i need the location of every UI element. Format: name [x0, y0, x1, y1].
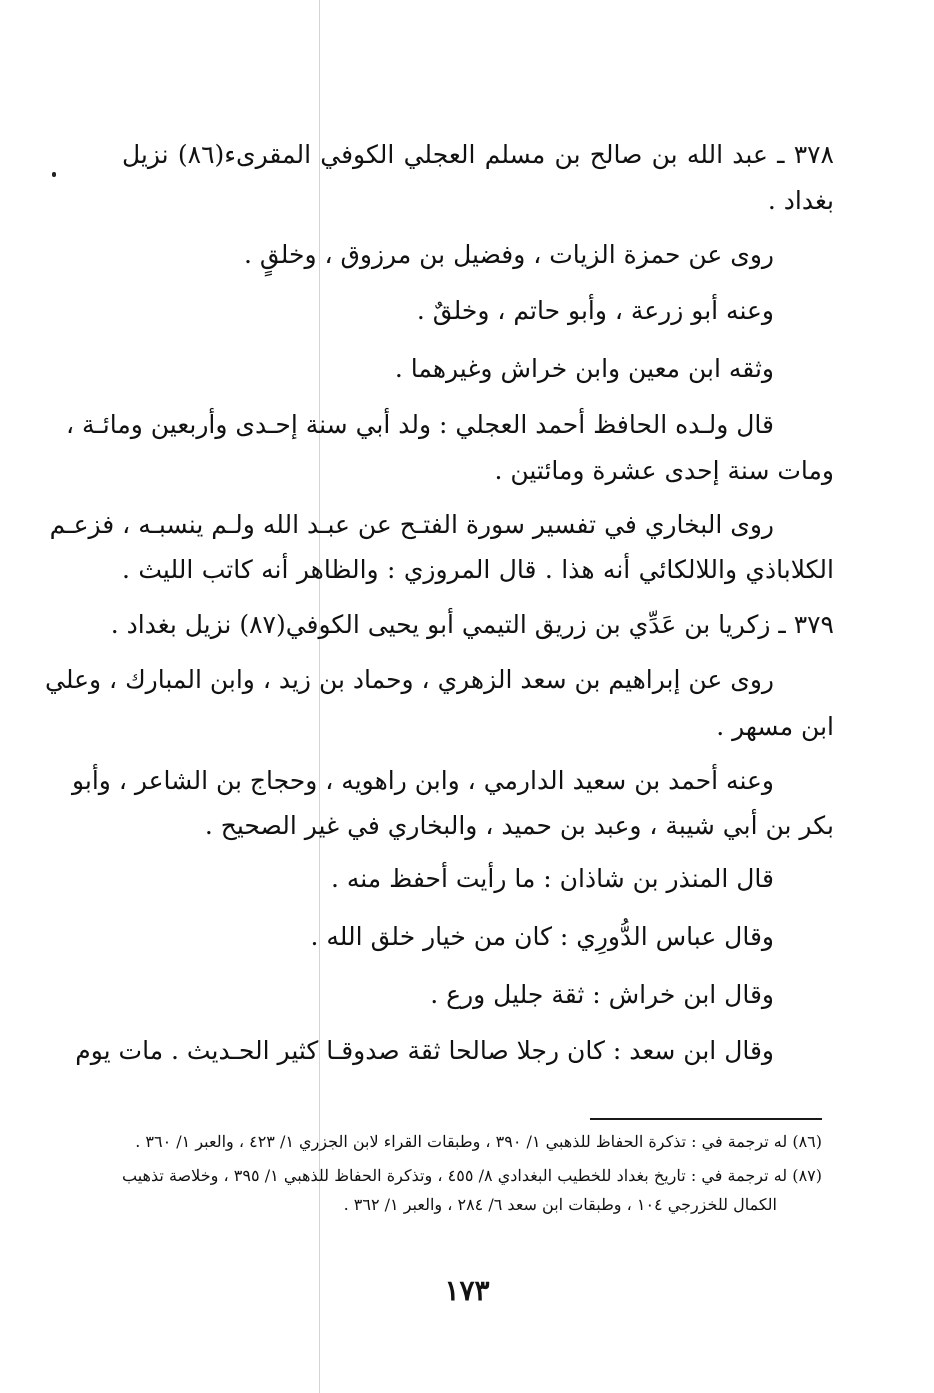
- entry-379-narrators-to: وعنه أحمد بن سعيد الدارمي ، وابن راهويه ، وحجاج بن الشاعر ، وأبو: [71, 766, 774, 795]
- entry-379-quote-ibn-saad: وقال ابن سعد : كان رجلا صالحا ثقة صدوقـا كثير الحـديث . مات يوم: [75, 1036, 774, 1065]
- footnote-87: (٨٧) له ترجمة في : تاريخ بغداد للخطيب البغدادي ٨/ ٤٥٥ ، وتذكرة الحفاظ للذهبي ١/ ٣٩٥ ، وخلاصة تذهيب: [122, 1166, 822, 1185]
- footnote-86: (٨٦) له ترجمة في : تذكرة الحفاظ للذهبي ١/ ٣٩٠ ، وطبقات القراء لابن الجزري ١/ ٤٢٣ ، والعبر ١/ ٣٦٠ .: [135, 1132, 822, 1151]
- footnote-separator: [590, 1118, 822, 1120]
- entry-378-bukhari-continuation: الكلاباذي واللالكائي أنه هذا . قال المروزي : والظاهر أنه كاتب الليث .: [122, 555, 834, 584]
- entry-379-narrators-to-continuation: بكر بن أبي شيبة ، وعبد بن حميد ، والبخاري في غير الصحيح .: [204, 811, 834, 840]
- entry-378-bukhari-line: روى البخاري في تفسير سورة الفتـح عن عبـد الله ولـم ينسبـه ، فزعـم: [49, 510, 774, 539]
- entry-378-narrators-from: روى عن حمزة الزيات ، وفضيل بن مرزوق ، وخلقٍ .: [243, 240, 774, 269]
- entry-379-quote-abbas: وقال عباس الدُّورِي : كان من خيار خلق الله .: [310, 922, 774, 951]
- entry-378-heading-line: ٣٧٨ ـ عبد الله بن صالح بن مسلم العجلي الكوفي المقرىء(٨٦) نزيل: [122, 140, 834, 169]
- entry-378-birth-line: قال ولـده الحافظ أحمد العجلي : ولد أبي سنة إحـدى وأربعين ومائـة ،: [66, 410, 774, 439]
- scan-speck: [52, 172, 56, 177]
- entry-379-narrators-from-continuation: ابن مسهر .: [716, 712, 834, 741]
- entry-379-quote-ibn-khirash: وقال ابن خراش : ثقة جليل ورع .: [430, 980, 774, 1009]
- entry-379-quote-mundhir: قال المنذر بن شاذان : ما رأيت أحفظ منه .: [330, 864, 774, 893]
- entry-378-death-line: ومات سنة إحدى عشرة ومائتين .: [494, 456, 834, 485]
- entry-378-heading-continuation: بغداد .: [767, 186, 834, 215]
- entry-379-heading-line: ٣٧٩ ـ زكريا بن عَدِّي بن زريق التيمي أبو يحيى الكوفي(٨٧) نزيل بغداد .: [110, 610, 834, 639]
- entry-378-trust: وثقه ابن معين وابن خراش وغيرهما .: [394, 354, 774, 383]
- page-number: ١٧٣: [444, 1274, 490, 1307]
- entry-379-narrators-from: روى عن إبراهيم بن سعد الزهري ، وحماد بن زيد ، وابن المبارك ، وعلي: [45, 665, 774, 694]
- entry-378-narrators-to: وعنه أبو زرعة ، وأبو حاتم ، وخلقٌ .: [416, 296, 774, 325]
- footnote-87-continuation: الكمال للخزرجي ١٠٤ ، وطبقات ابن سعد ٦/ ٢٨٤ ، والعبر ١/ ٣٦٢ .: [343, 1195, 777, 1214]
